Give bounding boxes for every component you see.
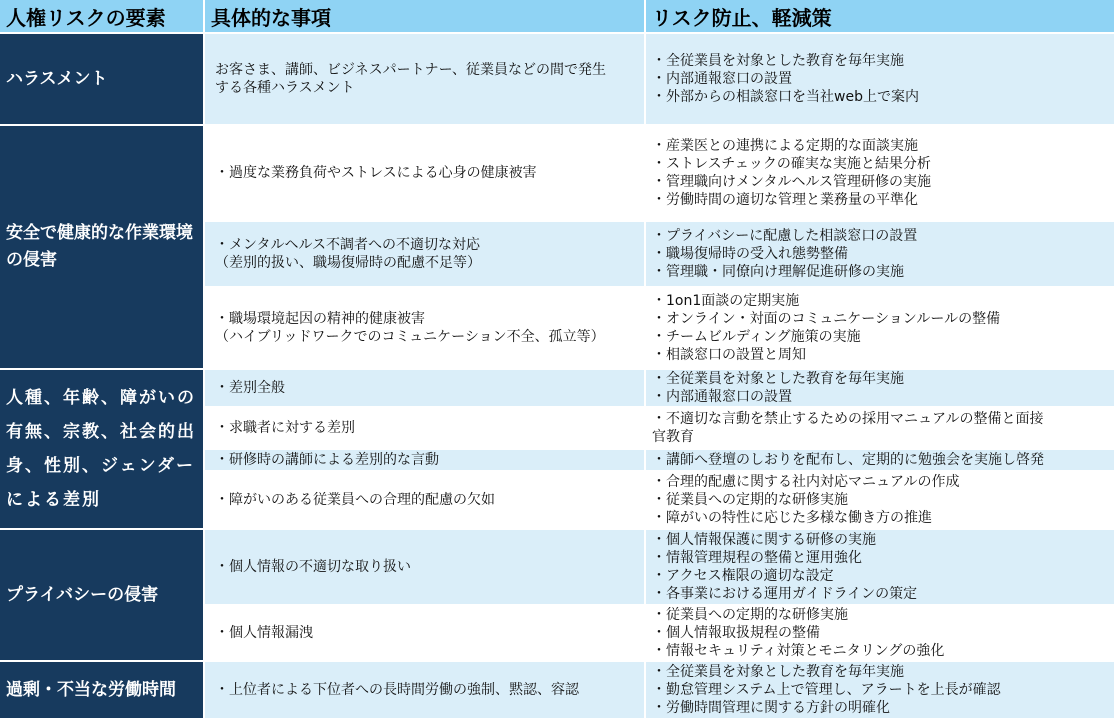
measure-line: ・管理職向けメンタルヘルス管理研修の実施 <box>652 174 932 190</box>
measure-line: ・ストレスチェックの確実な実施と結果分析 <box>652 156 931 172</box>
specific-matter <box>205 530 646 606</box>
table-row <box>0 662 1114 720</box>
matter-line: ・メンタルヘルス不調者への不適切な対応 <box>215 237 481 253</box>
countermeasures <box>646 126 1114 222</box>
specific-matter <box>205 288 646 370</box>
specific-matter <box>205 370 646 408</box>
category-discrimination: 人種、年齢、障がいの有無、宗教、社会的出身、性別、ジェンダーによる差別 <box>0 370 205 530</box>
measure-line: ・従業員への定期的な研修実施 <box>652 607 848 623</box>
measure-line: ・チームビルディング施策の実施 <box>652 329 861 345</box>
measure-line: ・各事業における運用ガイドラインの策定 <box>652 586 918 602</box>
measure-line: ・全従業員を対象とした教育を毎年実施 <box>652 53 904 69</box>
measure-line: ・産業医との連携による定期的な面談実施 <box>652 138 918 154</box>
matter-line: ・個人情報の不適切な取り扱い <box>215 559 411 575</box>
header-risk-element: 人権リスクの要素 <box>0 0 205 34</box>
matter-line: ・障がいのある従業員への合理的配慮の欠如 <box>215 492 495 508</box>
matter-line: ・個人情報漏洩 <box>215 625 313 641</box>
measure-line: ・内部通報窓口の設置 <box>652 389 792 405</box>
table-row <box>0 530 1114 606</box>
measure-line: ・管理職・同僚向け理解促進研修の実施 <box>652 264 904 280</box>
category-harassment: ハラスメント <box>0 34 205 126</box>
matter-line: する各種ハラスメント <box>215 80 355 96</box>
header-specific-matters: 具体的な事項 <box>205 0 646 34</box>
measure-line: ・労働時間管理に関する方針の明確化 <box>652 700 890 716</box>
measure-line: ・情報セキュリティ対策とモニタリングの強化 <box>652 643 945 659</box>
category-privacy: プライバシーの侵害 <box>0 530 205 662</box>
specific-matter <box>205 662 646 720</box>
measure-line: ・不適切な言動を禁止するための採用マニュアルの整備と面接 <box>652 411 1044 427</box>
countermeasures <box>646 370 1114 408</box>
matter-line: ・求職者に対する差別 <box>215 420 355 436</box>
matter-line: （差別的扱い、職場復帰時の配慮不足等） <box>215 255 481 271</box>
matter-line: （ハイブリッドワークでのコミュニケーション不全、孤立等） <box>215 329 605 345</box>
measure-line: ・職場復帰時の受入れ態勢整備 <box>652 246 848 262</box>
matter-line: ・上位者による下位者への長時間労働の強制、黙認、容認 <box>215 682 579 698</box>
measure-line: ・内部通報窓口の設置 <box>652 71 792 87</box>
matter-line: ・職場環境起因の精神的健康被害 <box>215 311 425 327</box>
measure-line: ・アクセス権限の適切な設定 <box>652 568 834 584</box>
measure-line: ・外部からの相談窓口を当社web上で案内 <box>652 89 919 105</box>
countermeasures <box>646 472 1114 530</box>
table-row <box>0 34 1114 126</box>
measure-line: ・相談窓口の設置と周知 <box>652 347 806 363</box>
measure-line: ・障がいの特性に応じた多様な働き方の推進 <box>652 510 932 526</box>
header-row <box>0 0 1114 34</box>
measure-line: ・勤怠管理システム上で管理し、アラートを上長が確認 <box>652 682 1001 698</box>
specific-matter <box>205 34 646 126</box>
specific-matter <box>205 472 646 530</box>
countermeasures <box>646 408 1114 450</box>
countermeasures <box>646 222 1114 288</box>
specific-matter <box>205 126 646 222</box>
measure-line: ・1on1面談の定期実施 <box>652 293 800 309</box>
countermeasures <box>646 662 1114 720</box>
matter-line: ・研修時の講師による差別的な言動 <box>215 452 439 468</box>
category-work-environment: 安全で健康的な作業環境の侵害 <box>0 126 205 370</box>
table-row <box>0 126 1114 222</box>
countermeasures <box>646 34 1114 126</box>
measure-line: ・個人情報保護に関する研修の実施 <box>652 532 876 548</box>
countermeasures <box>646 288 1114 370</box>
matter-line: ・過度な業務負荷やストレスによる心身の健康被害 <box>215 165 537 181</box>
measure-line: ・合理的配慮に関する社内対応マニュアルの作成 <box>652 474 960 490</box>
measure-line: ・講師へ登壇のしおりを配布し、定期的に勉強会を実施し啓発 <box>652 452 1044 468</box>
table-row <box>0 370 1114 408</box>
measure-line: ・全従業員を対象とした教育を毎年実施 <box>652 371 904 387</box>
matter-line: ・差別全般 <box>215 380 285 396</box>
specific-matter <box>205 222 646 288</box>
specific-matter <box>205 450 646 472</box>
matter-line: お客さま、講師、ビジネスパートナー、従業員などの間で発生 <box>215 62 607 78</box>
measure-line: ・全従業員を対象とした教育を毎年実施 <box>652 664 904 680</box>
specific-matter <box>205 408 646 450</box>
countermeasures <box>646 606 1114 662</box>
countermeasures <box>646 530 1114 606</box>
countermeasures <box>646 450 1114 472</box>
measure-line: 官教育 <box>652 429 694 445</box>
specific-matter <box>205 606 646 662</box>
measure-line: ・情報管理規程の整備と運用強化 <box>652 550 862 566</box>
category-working-hours: 過剰・不当な労働時間 <box>0 662 205 720</box>
measure-line: ・従業員への定期的な研修実施 <box>652 492 848 508</box>
header-countermeasures: リスク防止、軽減策 <box>646 0 1114 34</box>
measure-line: ・労働時間の適切な管理と業務量の平準化 <box>652 192 918 208</box>
measure-line: ・個人情報取扱規程の整備 <box>652 625 820 641</box>
measure-line: ・オンライン・対面のコミュニケーションルールの整備 <box>652 311 1001 327</box>
measure-line: ・プライバシーに配慮した相談窓口の設置 <box>652 228 918 244</box>
